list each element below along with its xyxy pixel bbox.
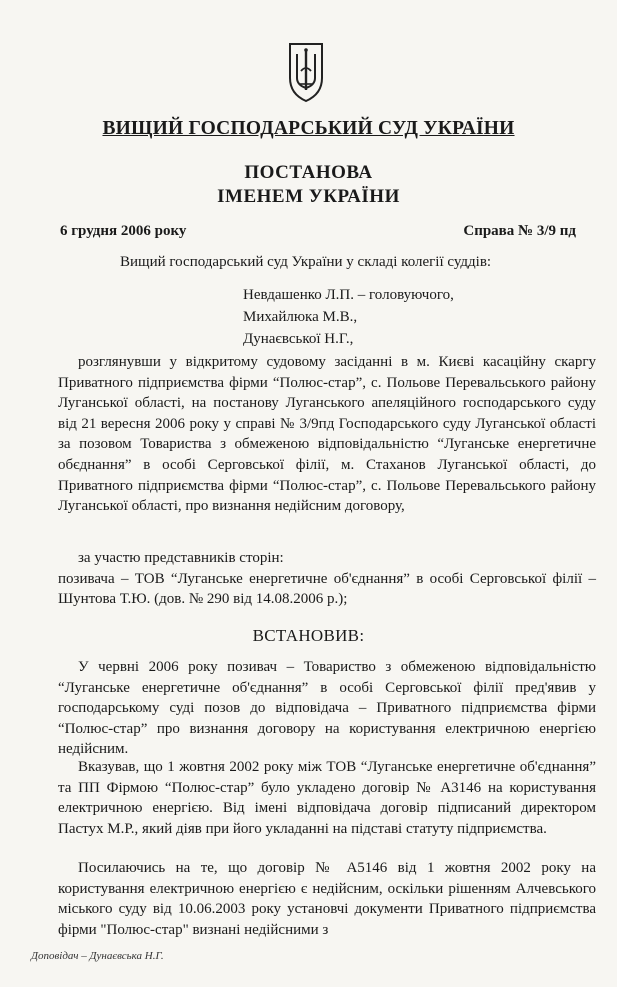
established-heading: ВСТАНОВИВ:	[252, 626, 365, 645]
participation-heading: за участю представників сторін:	[78, 550, 284, 566]
judge-member: Михайлюка М.В.,	[243, 309, 358, 325]
rapporteur-footer: Доповідач – Дунаєвська Н.Г.	[31, 950, 164, 962]
claim-paragraph: У червні 2006 року позивач – Товариство з обмеженою відповідальністю “Луганське енергетичне об'єднання” в особі Серговської філії пред'явив у господарському суді позов до відповідача – Приватного підприємства фірми “Полюс-стар” про визнання договору на користування електричною енергією недійсним.	[58, 659, 596, 758]
judges-list	[243, 284, 454, 350]
document-subtitle: ІМЕНЕМ УКРАЇНИ	[217, 186, 400, 207]
trident-emblem-icon	[286, 38, 326, 104]
participation-plaintiff: позивача – ТОВ “Луганське енергетичне об'єднання” в особі Серговської філії – Шунтова Т.Ю. (дов. № 290 від 14.08.2006 р.);	[58, 570, 596, 608]
document-date: 6 грудня 2006 року	[60, 223, 187, 239]
judge-member: Дунаєвської Н.Г.,	[243, 331, 354, 347]
participation-paragraph	[58, 548, 596, 610]
invalidity-paragraph: Посилаючись на те, що договір № А5146 від 1 жовтня 2002 року на користування електричною енергією є недійсним, оскільки рішенням Алчевського міського суду від 10.06.2003 року установчі документи Приватного підприємства фірми "Полюс-стар" визнані недійсними з	[58, 860, 596, 938]
court-name: ВИЩИЙ ГОСПОДАРСЬКИЙ СУД УКРАЇНИ	[102, 118, 515, 139]
document-type: ПОСТАНОВА	[244, 162, 373, 183]
case-number: Справа № 3/9 пд	[463, 223, 576, 239]
judge-presiding: Невдашенко Л.П. – головуючого,	[243, 287, 454, 303]
contract-paragraph: Вказував, що 1 жовтня 2002 року між ТОВ “Луганське енергетичне об'єднання” та ПП Фірмою “Полюс-стар” було укладено договір № А3146 на користування електричною енергією. Від імені відповідача договір підписаний директором Пастух М.Р., який діяв при його укладанні на підставі статуту підприємства.	[58, 759, 596, 837]
considered-paragraph: розглянувши у відкритому судовому засіданні в м. Києві касаційну скаргу Приватного підприємства фірми “Полюс-стар”, с. Польове Перевальського району Луганської області, на постанову Луганського апеляційного господарського суду від 21 вересня 2006 року у справі № 3/9пд Господарського суду Луганської області за позовом Товариства з обмеженою відповідальністю “Луганське енергетичне обєднання” в особі Серговської філії, м. Стаханов Луганської області, до Приватного підприємства фірми “Полюс-стар”, с. Польове Перевальського району Луганської області, про визнання недійсним договору,	[58, 354, 596, 515]
panel-intro: Вищий господарський суд України у складі колегії суддів:	[120, 254, 492, 270]
